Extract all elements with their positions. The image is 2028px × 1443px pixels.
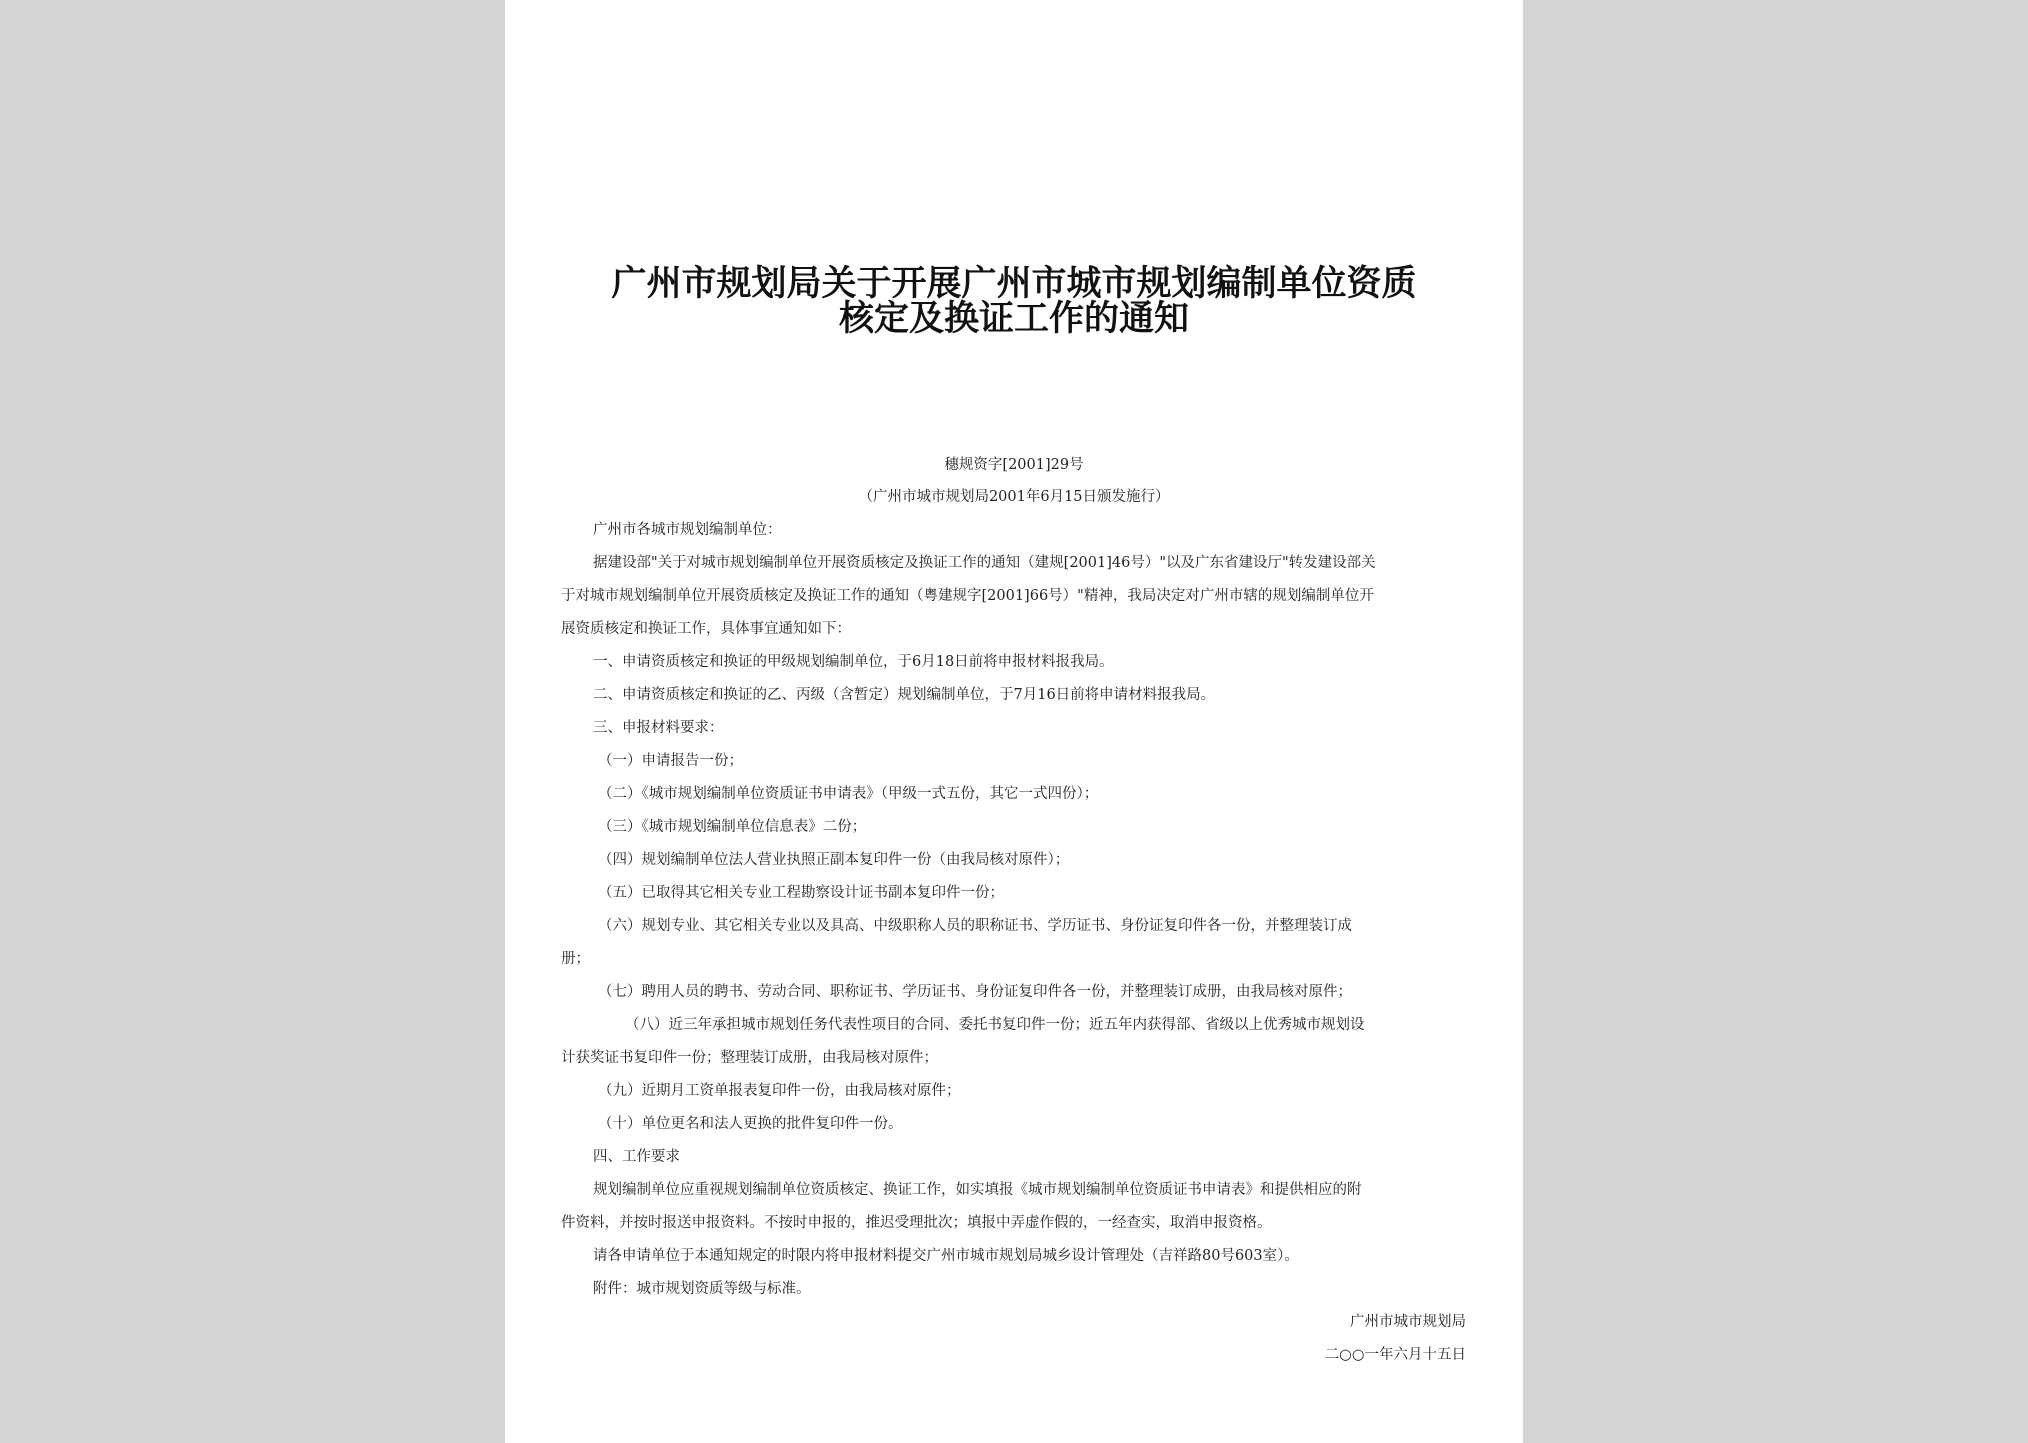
subitem-6-line-2: 册；: [561, 951, 590, 967]
subitem-8-line-1: （八）近三年承担城市规划任务代表性项目的合同、委托书复印件一份；近五年内获得部、省级以上优秀城市规划设: [625, 1017, 1365, 1033]
subitem-8-line-2: 计获奖证书复印件一份；整理装订成册，由我局核对原件；: [561, 1050, 938, 1066]
attachment-note: 附件：城市规划资质等级与标准。: [593, 1281, 811, 1297]
paragraph-2-line-2: 件资料，并按时报送申报资料。不按时申报的，推迟受理批次；填报中弄虚作假的，一经查实，取消申报资格。: [561, 1215, 1272, 1231]
subitem-2: （二）《城市规划编制单位资质证书申请表》（甲级一式五份，其它一式四份）；: [598, 786, 1099, 802]
document-page: [505, 0, 1523, 1443]
document-number: 穗规资字[2001]29号: [944, 457, 1084, 473]
item-2: 二、申请资质核定和换证的乙、丙级（含暂定）规划编制单位，于7月16日前将申请材料报我局。: [593, 687, 1216, 703]
subitem-3: （三）《城市规划编制单位信息表》二份；: [598, 819, 867, 835]
document-title-line-1: 广州市规划局关于开展广州市城市规划编制单位资质: [611, 263, 1417, 304]
addressee: 广州市各城市规划编制单位：: [593, 522, 782, 538]
item-1: 一、申请资质核定和换证的甲级规划编制单位，于6月18日前将申报材料报我局。: [593, 654, 1114, 670]
signature-date: 二○○一年六月十五日: [1324, 1347, 1466, 1363]
item-3: 三、申报材料要求：: [593, 720, 724, 736]
paragraph-3: 请各申请单位于本通知规定的时限内将申报材料提交广州市城市规划局城乡设计管理处（吉祥路80号603室）。: [593, 1248, 1299, 1264]
paragraph-1-line-3: 展资质核定和换证工作，具体事宜通知如下：: [561, 621, 851, 637]
subitem-10: （十）单位更名和法人更换的批件复印件一份。: [598, 1116, 903, 1132]
document-title-line-2: 核定及换证工作的通知: [838, 298, 1189, 339]
subitem-5: （五）已取得其它相关专业工程勘察设计证书副本复印件一份；: [598, 885, 1004, 901]
signature: 广州市城市规划局: [1350, 1314, 1466, 1330]
paragraph-2-line-1: 规划编制单位应重视规划编制单位资质核定、换证工作，如实填报《城市规划编制单位资质证书申请表》和提供相应的附: [593, 1182, 1362, 1198]
subitem-9: （九）近期月工资单报表复印件一份，由我局核对原件；: [598, 1083, 961, 1099]
subitem-4: （四）规划编制单位法人营业执照正副本复印件一份（由我局核对原件）；: [598, 852, 1070, 868]
paragraph-1-line-1: 据建设部"关于对城市规划编制单位开展资质核定及换证工作的通知（建规[2001]46号）"以及广东省建设厅"转发建设部关: [593, 555, 1376, 571]
subitem-1: （一）申请报告一份；: [598, 753, 743, 769]
subitem-6-line-1: （六）规划专业、其它相关专业以及具高、中级职称人员的职称证书、学历证书、身份证复印件各一份，并整理装订成: [598, 918, 1352, 934]
item-4: 四、工作要求: [593, 1149, 680, 1165]
paragraph-1-line-2: 于对城市规划编制单位开展资质核定及换证工作的通知（粤建规字[2001]66号）"精神，我局决定对广州市辖的规划编制单位开: [561, 588, 1374, 604]
issue-note: （广州市城市规划局2001年6月15日颁发施行）: [858, 489, 1170, 505]
subitem-7: （七）聘用人员的聘书、劳动合同、职称证书、学历证书、身份证复印件各一份，并整理装订成册，由我局核对原件；: [598, 984, 1352, 1000]
